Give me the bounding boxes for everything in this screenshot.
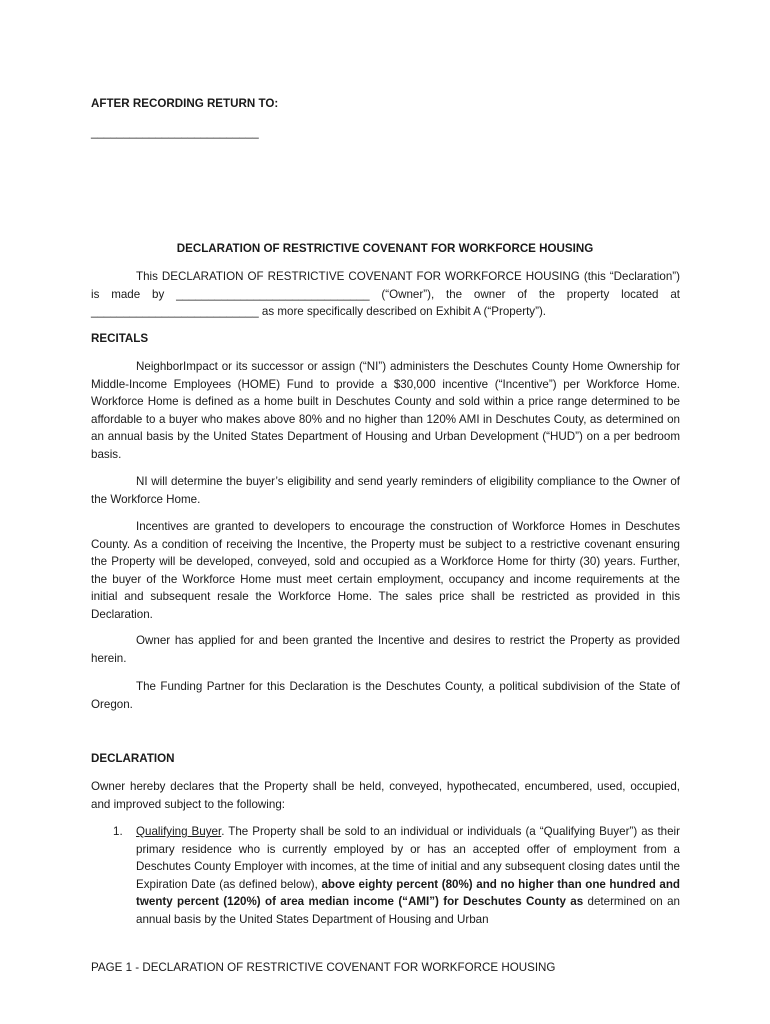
recital-paragraph-1: NeighborImpact or its successor or assign (“NI”) administers the Deschutes County Home Ownership for Middle-Income Employees (HOME) Fund to provide a $30,000 incentive (“Incentive”) per Workforce Home. Workforce Home is defined as a home built in Deschutes County and sold within a price range determined to be affordable to a buyer who makes above 80% and no higher than 120% AMI in Deschutes Couty, as determined on an annual basis by the United States Department of Housing and Urban Development (“HUD”) on a per bedroom basis. xyxy=(91,360,680,461)
recital-paragraph-3: Incentives are granted to developers to encourage the construction of Workforce Homes in Deschutes County. As a condition of receiving the Incentive, the Property must be subject to a restrictive covenant ensuring the Property will be developed, conveyed, sold and occupied as a Workforce Home for thirty (30) years. Further, the buyer of the Workforce Home must meet certain employment, occupancy and income requirements at the initial and subsequent resale the Workforce Home. The sales price shall be restricted as provided in this Declaration. xyxy=(91,520,680,621)
declaration-intro: Owner hereby declares that the Property shall be held, conveyed, hypothecated, encumbered, used, occupied, and improved subject to the following: xyxy=(91,780,680,811)
item-text-b: determined on an annual basis by the United States Department of Housing and Urban xyxy=(136,895,680,926)
declaration-heading: DECLARATION xyxy=(91,752,175,765)
recital-paragraph-2: NI will determine the buyer’s eligibility and send yearly reminders of eligibility compliance to the Owner of the Workforce Home. xyxy=(91,475,680,506)
recital-paragraph-5: The Funding Partner for this Declaration is the Deschutes County, a political subdivision of the State of Oregon. xyxy=(91,680,680,711)
item-text-a: . The Property shall be sold to an individual or individuals (a “Qualifying Buyer”) as their primary residence who is currently employed by or has an accepted offer of employment from a Deschutes County Employer with incomes, at the time of initial and any subsequent closing dates until the Expiration Date (as defined below), xyxy=(136,825,680,891)
recital-paragraph-4: Owner has applied for and been granted the Incentive and desires to restrict the Property as provided herein. xyxy=(91,634,680,665)
term-qualifying-buyer: Qualifying Buyer xyxy=(136,825,222,838)
intro-paragraph: This DECLARATION OF RESTRICTIVE COVENANT FOR WORKFORCE HOUSING (this “Declaration”) is made by ______________________________ (“Owner”), the owner of the property located at __________________________ as more specifically described on Exhibit A (“Property”). xyxy=(91,270,680,319)
list-item-qualifying-buyer xyxy=(136,823,680,929)
item-text-bold: above eighty percent (80%) and no higher than one hundred and twenty percent (120%) of area median income (“AMI”) for Deschutes County as xyxy=(136,877,680,909)
document-title: DECLARATION OF RESTRICTIVE COVENANT FOR WORKFORCE HOUSING xyxy=(176,242,594,255)
list-item-number: 1. xyxy=(113,825,123,838)
return-to-label: AFTER RECORDING RETURN TO: xyxy=(91,97,279,110)
page-footer: PAGE 1 - DECLARATION OF RESTRICTIVE COVENANT FOR WORKFORCE HOUSING xyxy=(91,961,556,974)
return-to-blank: __________________________ xyxy=(91,126,259,139)
recitals-heading: RECITALS xyxy=(91,332,149,345)
